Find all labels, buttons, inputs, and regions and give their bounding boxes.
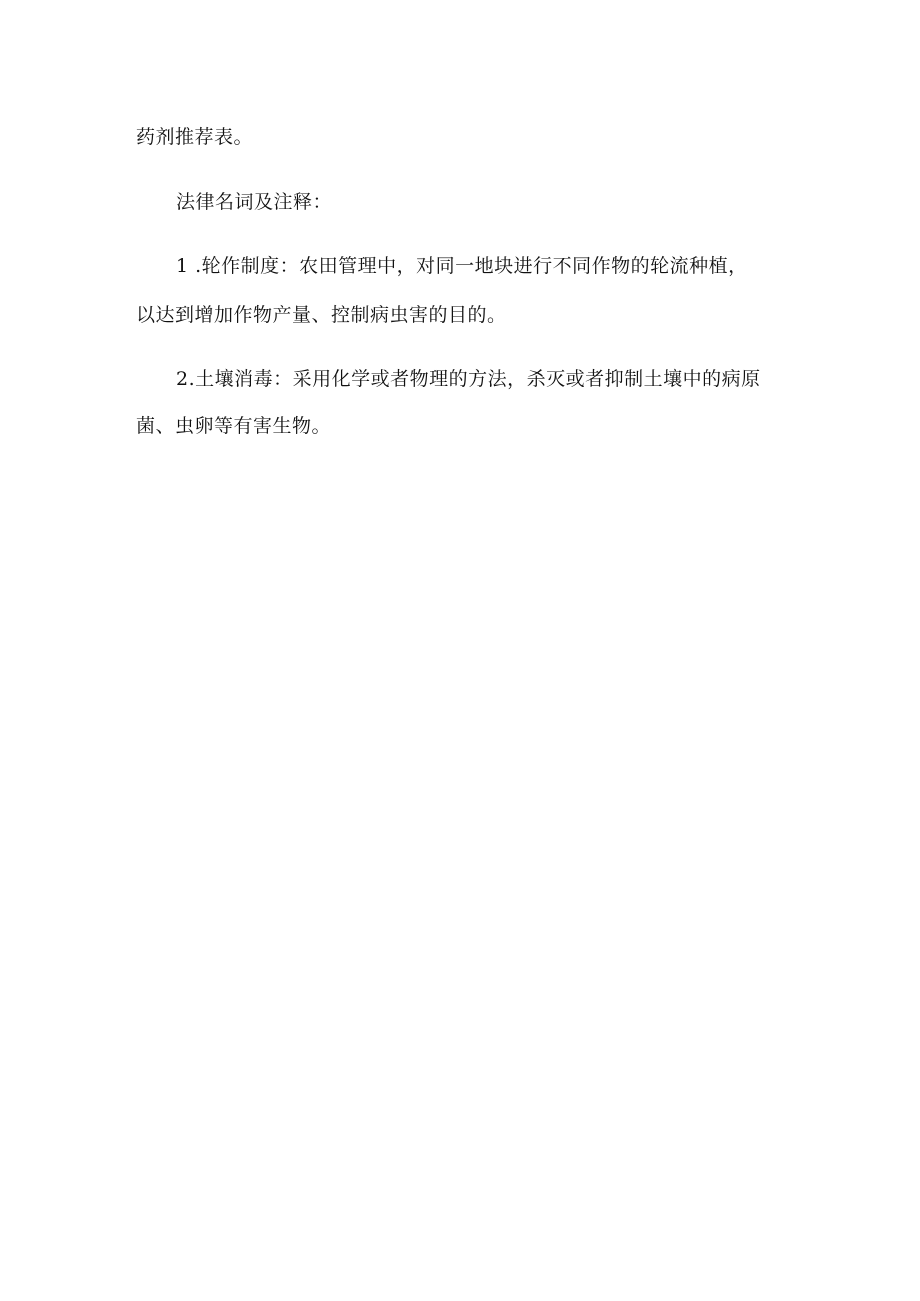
section-heading-legal-terms: 法律名词及注释：	[176, 191, 333, 213]
term-1-line-1: 1 .轮作制度：农田管理中，对同一地块进行不同作物的轮流种植，	[176, 255, 748, 277]
term-1-line-2: 以达到增加作物产量、控制病虫害的目的。	[136, 304, 507, 326]
paragraph-line-1: 药剂推荐表。	[136, 126, 254, 148]
term-2-line-1: 2.土壤消毒：采用化学或者物理的方法，杀灭或者抑制土壤中的病原	[176, 368, 761, 390]
term-2-line-2: 菌、虫卵等有害生物。	[136, 415, 332, 437]
